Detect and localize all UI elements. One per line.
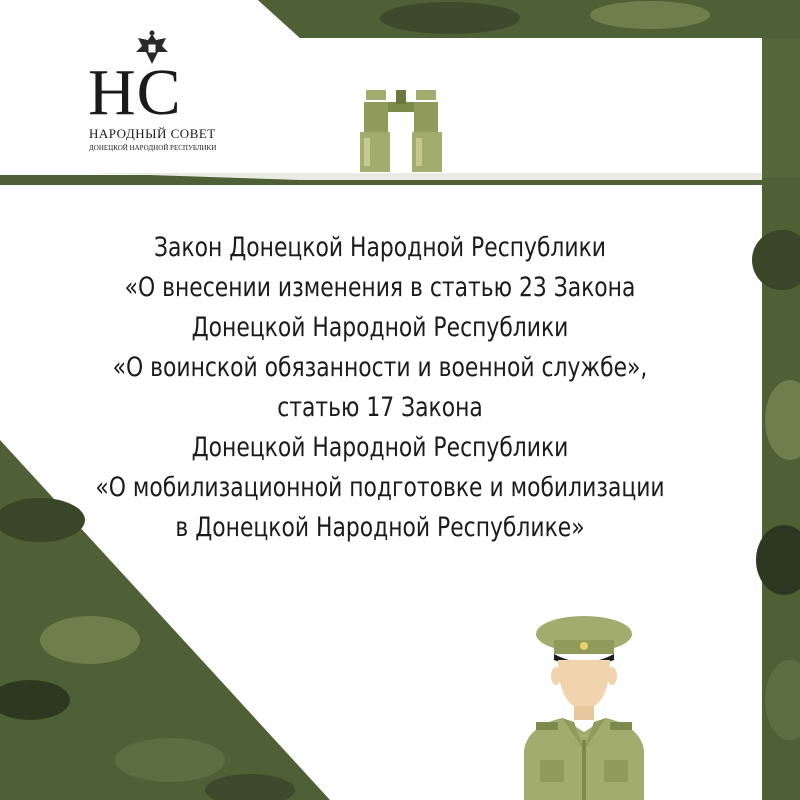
law-title-line: «О воинской обязанности и военной службе», [112,352,648,383]
law-title-line: Закон Донецкой Народной Республики [153,232,607,263]
law-title-line: «О внесении изменения в статью 23 Закона [124,272,636,303]
parliament-logo [88,30,218,155]
binoculars-icon [360,88,442,174]
law-title-line: Донецкой Народной Республики [191,432,569,463]
law-title-line: в Донецкой Народной Республике» [175,512,585,543]
logo-letters: НС [88,56,182,129]
law-title [20,228,740,548]
logo-subtitle: ДОНЕЦКОЙ НАРОДНОЙ РЕСПУБЛИКИ [89,144,217,152]
law-title-line: статью 17 Закона [277,392,483,423]
soldier-icon [514,610,664,800]
law-title-line: Донецкой Народной Республики [191,312,569,343]
law-title-line: «О мобилизационной подготовке и мобилизации [95,472,665,503]
logo-title: НАРОДНЫЙ СОВЕТ [89,126,216,141]
